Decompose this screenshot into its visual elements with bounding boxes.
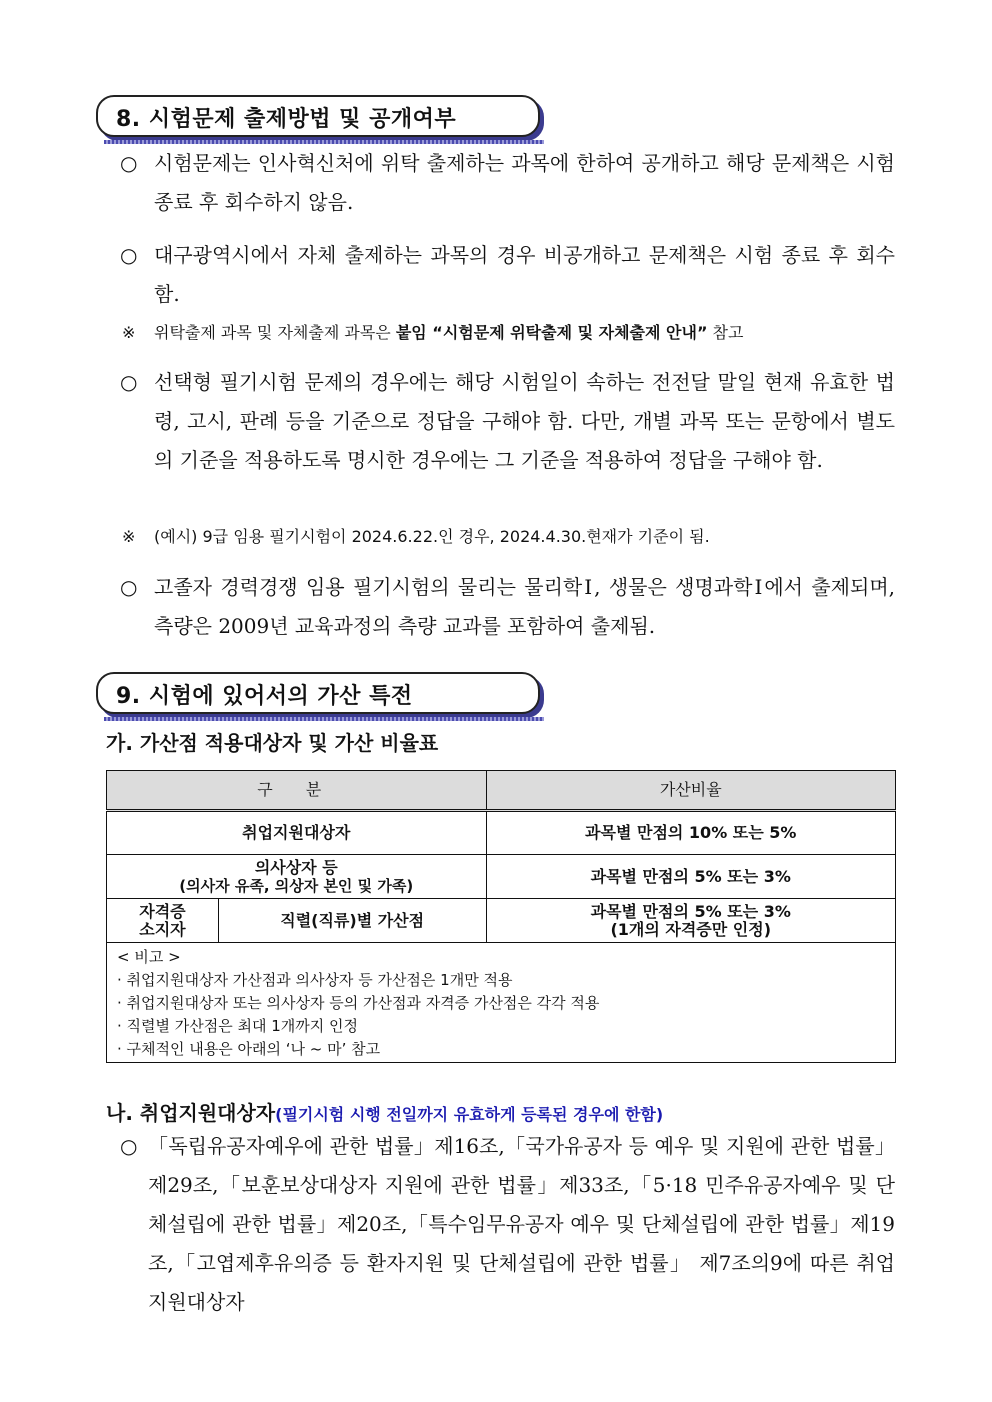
- section-8-item-1: [120, 144, 895, 222]
- section-8-title: 8. 시험문제 출제방법 및 공개여부: [116, 107, 457, 132]
- remarks-line: ‧ 구체적인 내용은 아래의 ‘나 ~ 마’ 참고: [117, 1040, 381, 1058]
- section-9-title: 9. 시험에 있어서의 가산 특전: [116, 684, 413, 709]
- section-8-note-1: [122, 321, 897, 345]
- section-9-header: [96, 672, 540, 714]
- item-text: 시험문제는 인사혁신처에 위탁 출제하는 과목에 한하여 공개하고 해당 문제책은 시험종료 후 회수하지 않음.: [154, 151, 895, 214]
- remarks-cell: [107, 943, 896, 1063]
- table-row: [107, 899, 896, 943]
- subsection-b-note: (필기시험 시행 전일까지 유효하게 등록된 경우에 한함): [275, 1105, 664, 1124]
- subsection-a-heading: 가. 가산점 적용대상자 및 가산 비율표: [106, 731, 439, 755]
- row-label-line2: 소지자: [139, 919, 186, 939]
- row-label-line1: 자격증: [139, 901, 186, 921]
- section-8-item-4: [120, 568, 895, 646]
- row-label-certificate: [107, 899, 219, 943]
- section-8-item-3: [120, 363, 895, 480]
- bonus-rate-table: [106, 770, 896, 1063]
- note-text-post: 참고: [707, 323, 744, 342]
- row-label-employment-support: 취업지원대상자: [107, 811, 487, 855]
- row-value-righteous: 과목별 만점의 5% 또는 3%: [486, 855, 896, 899]
- circle-bullet-icon: ○: [120, 1134, 138, 1158]
- table-header-row: [107, 771, 896, 811]
- remarks-title: < 비고 >: [117, 948, 181, 966]
- row-label-series-bonus: 직렬(직류)별 가산점: [218, 899, 486, 943]
- header-category: 구 분: [107, 771, 487, 811]
- subsection-b-heading: [106, 1097, 663, 1126]
- reference-mark-icon: ※: [122, 527, 136, 546]
- section-8-note-2: [122, 525, 897, 549]
- item-text: 선택형 필기시험 문제의 경우에는 해당 시험일이 속하는 전전달 말일 현재 유효한 법령, 고시, 판례 등을 기준으로 정답을 구해야 함. 다만, 개별 과목 또는 문항에서 별도의 기준을 적용하도록 명시한 경우에는 그 기준을 적용하여 정답을 구해야 함.: [154, 370, 895, 472]
- section-8-header: [96, 95, 540, 137]
- remarks-line: ‧ 취업지원대상자 가산점과 의사상자 등 가산점은 1개만 적용: [117, 971, 513, 989]
- note-text-pre: 위탁출제 과목 및 자체출제 과목은: [154, 323, 396, 342]
- row-value-line2: (1개의 자격증만 인정): [610, 919, 772, 939]
- circle-bullet-icon: ○: [120, 370, 138, 394]
- row-value-employment-support: 과목별 만점의 10% 또는 5%: [486, 811, 896, 855]
- subsection-b-title: 나. 취업지원대상자: [106, 1101, 276, 1125]
- row-value-line1: 과목별 만점의 5% 또는 3%: [590, 901, 791, 921]
- row-label-righteous: [107, 855, 487, 899]
- row-label-line2: (의사자 유족, 의상자 본인 및 가족): [179, 876, 414, 895]
- table-remarks-row: [107, 943, 896, 1063]
- remarks-line: ‧ 직렬별 가산점은 최대 1개까지 인정: [117, 1017, 359, 1035]
- circle-bullet-icon: ○: [120, 151, 138, 175]
- table-row: [107, 811, 896, 855]
- circle-bullet-icon: ○: [120, 243, 138, 267]
- item-text: 고졸자 경력경쟁 임용 필기시험의 물리는 물리학Ⅰ, 생물은 생명과학Ⅰ에서 출제되며, 측량은 2009년 교육과정의 측량 교과를 포함하여 출제됨.: [154, 575, 895, 638]
- circle-bullet-icon: ○: [120, 575, 138, 599]
- subsection-b-item: [120, 1127, 895, 1322]
- table-row: [107, 855, 896, 899]
- remarks-line: ‧ 취업지원대상자 또는 의사상자 등의 가산점과 자격증 가산점은 각각 적용: [117, 994, 600, 1012]
- reference-mark-icon: ※: [122, 323, 136, 342]
- row-value-certificate: [486, 899, 896, 943]
- item-text: 대구광역시에서 자체 출제하는 과목의 경우 비공개하고 문제책은 시험 종료 후 회수함.: [154, 243, 895, 306]
- note-text: (예시) 9급 임용 필기시험이 2024.6.22.인 경우, 2024.4.30.현재가 기준이 됨.: [154, 527, 710, 546]
- header-rate: 가산비율: [486, 771, 896, 811]
- row-label-line1: 의사상자 등: [254, 857, 338, 877]
- note-text-bold: 붙임 “시험문제 위탁출제 및 자체출제 안내”: [395, 323, 708, 342]
- item-text: 「독립유공자예우에 관한 법률」제16조,「국가유공자 등 예우 및 지원에 관한 법률」제29조,「보훈보상대상자 지원에 관한 법률」제33조,「5·18 민주유공자예우 및 단체설립에 관한 법률」제20조,「특수임무유공자 예우 및 단체설립에 관한 법률」제19조,「고엽제후유의증 등 환자지원 및 단체설립에 관한 법률」 제7조의9에 따른 취업지원대상자: [148, 1134, 895, 1314]
- section-8-item-2: [120, 236, 895, 314]
